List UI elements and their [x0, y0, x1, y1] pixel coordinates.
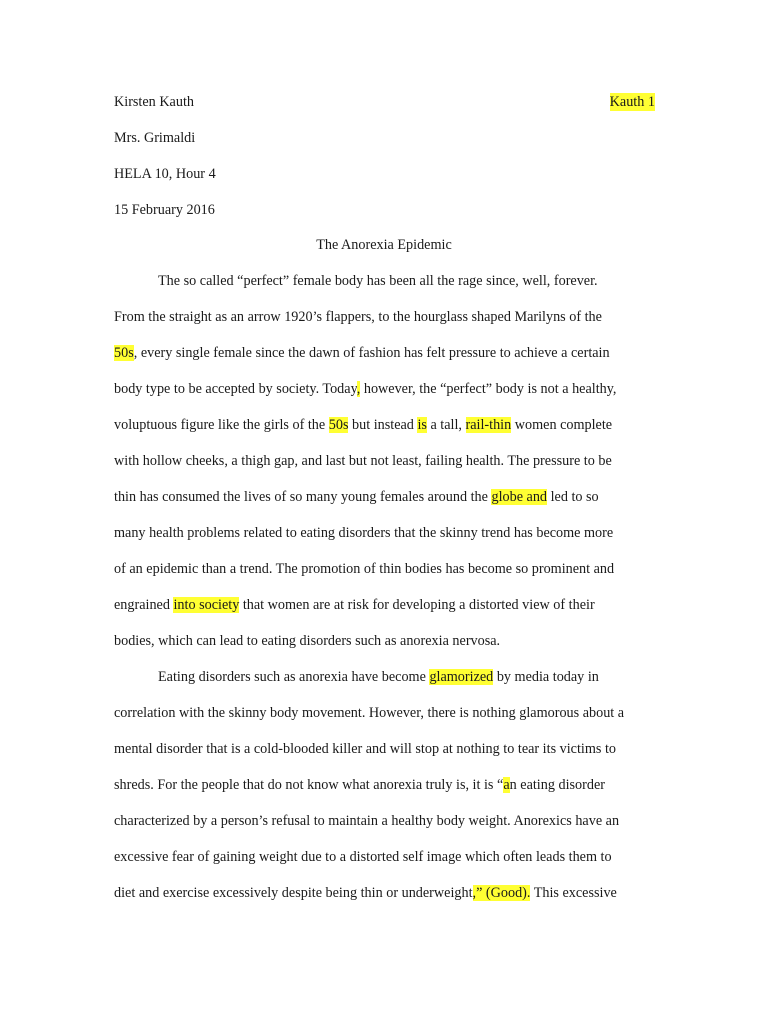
text-segment: This excessive [530, 885, 617, 901]
highlighted-text: globe and [491, 489, 548, 505]
body-line [114, 848, 612, 866]
highlighted-text: 50s [328, 417, 349, 433]
highlighted-text: into society [173, 597, 240, 613]
text-segment: with hollow cheeks, a thigh gap, and last but not least, failing health. The pressure to be [114, 453, 612, 469]
page-number: Kauth 1 [609, 94, 655, 110]
body-line [114, 452, 612, 470]
body-line [114, 416, 612, 434]
text-segment: shreds. For the people that do not know what anorexia truly is, it is “ [114, 777, 504, 793]
text-segment: mental disorder that is a cold-blooded killer and will stop at nothing to tear its victims to [114, 741, 616, 757]
text-segment: that women are at risk for developing a distorted view of their [239, 597, 595, 613]
highlighted-text: 50s [114, 345, 134, 361]
text-segment: n eating disorder [509, 777, 605, 793]
class-period: HELA 10, Hour 4 [114, 166, 216, 182]
text-segment: however, the “perfect” body is not a healthy, [360, 381, 617, 397]
text-segment: , every single female since the dawn of fashion has felt pressure to achieve a certain [133, 345, 610, 361]
body-line [114, 524, 613, 542]
text-segment: diet and exercise excessively despite being thin or underweight [114, 885, 473, 901]
body-line [114, 776, 605, 794]
body-line [114, 596, 595, 614]
text-segment: but instead [348, 417, 418, 433]
document-date: 15 February 2016 [114, 202, 215, 218]
highlighted-text: glamorized [429, 669, 494, 685]
body-line [114, 380, 616, 398]
body-line [114, 812, 619, 830]
body-line [158, 668, 599, 686]
body-line [114, 308, 602, 326]
highlighted-text: ,” (Good). [472, 885, 531, 901]
text-segment: Eating disorders such as anorexia have become [158, 669, 430, 685]
body-line [158, 272, 598, 290]
text-segment: body type to be accepted by society. Today [114, 381, 357, 397]
body-line [114, 632, 500, 650]
text-segment: voluptuous figure like the girls of the [114, 417, 329, 433]
body-line [114, 884, 617, 902]
text-segment: many health problems related to eating disorders that the skinny trend has become more [114, 525, 614, 541]
student-name: Kirsten Kauth [114, 94, 194, 110]
body-line [114, 488, 599, 506]
text-segment: characterized by a person’s refusal to maintain a healthy body weight. Anorexics have an [114, 813, 620, 829]
text-segment: bodies, which can lead to eating disorders such as anorexia nervosa. [114, 633, 501, 649]
highlighted-text: , [356, 381, 361, 397]
text-segment: From the straight as an arrow 1920’s flappers, to the hourglass shaped Marilyns of the [114, 309, 602, 325]
highlighted-text: rail-thin [465, 417, 512, 433]
essay-title: The Anorexia Epidemic [316, 237, 452, 253]
text-segment: led to so [547, 489, 599, 505]
teacher-name: Mrs. Grimaldi [114, 130, 196, 146]
text-segment: a tall, [426, 417, 466, 433]
text-segment: women complete [511, 417, 613, 433]
text-segment: excessive fear of gaining weight due to a distorted self image which often leads them to [114, 849, 612, 865]
text-segment: by media today in [493, 669, 599, 685]
text-segment: of an epidemic than a trend. The promotion of thin bodies has become so prominent and [114, 561, 615, 577]
highlighted-text: a [503, 777, 510, 793]
text-segment: thin has consumed the lives of so many young females around the [114, 489, 492, 505]
body-line [114, 560, 614, 578]
body-line [114, 344, 610, 362]
body-line [114, 740, 616, 758]
text-segment: correlation with the skinny body movement. However, there is nothing glamorous about a [114, 705, 625, 721]
body-line [114, 704, 624, 722]
text-segment: engrained [114, 597, 174, 613]
highlighted-text: is [417, 417, 427, 433]
text-segment: The so called “perfect” female body has been all the rage since, well, forever. [158, 273, 598, 289]
